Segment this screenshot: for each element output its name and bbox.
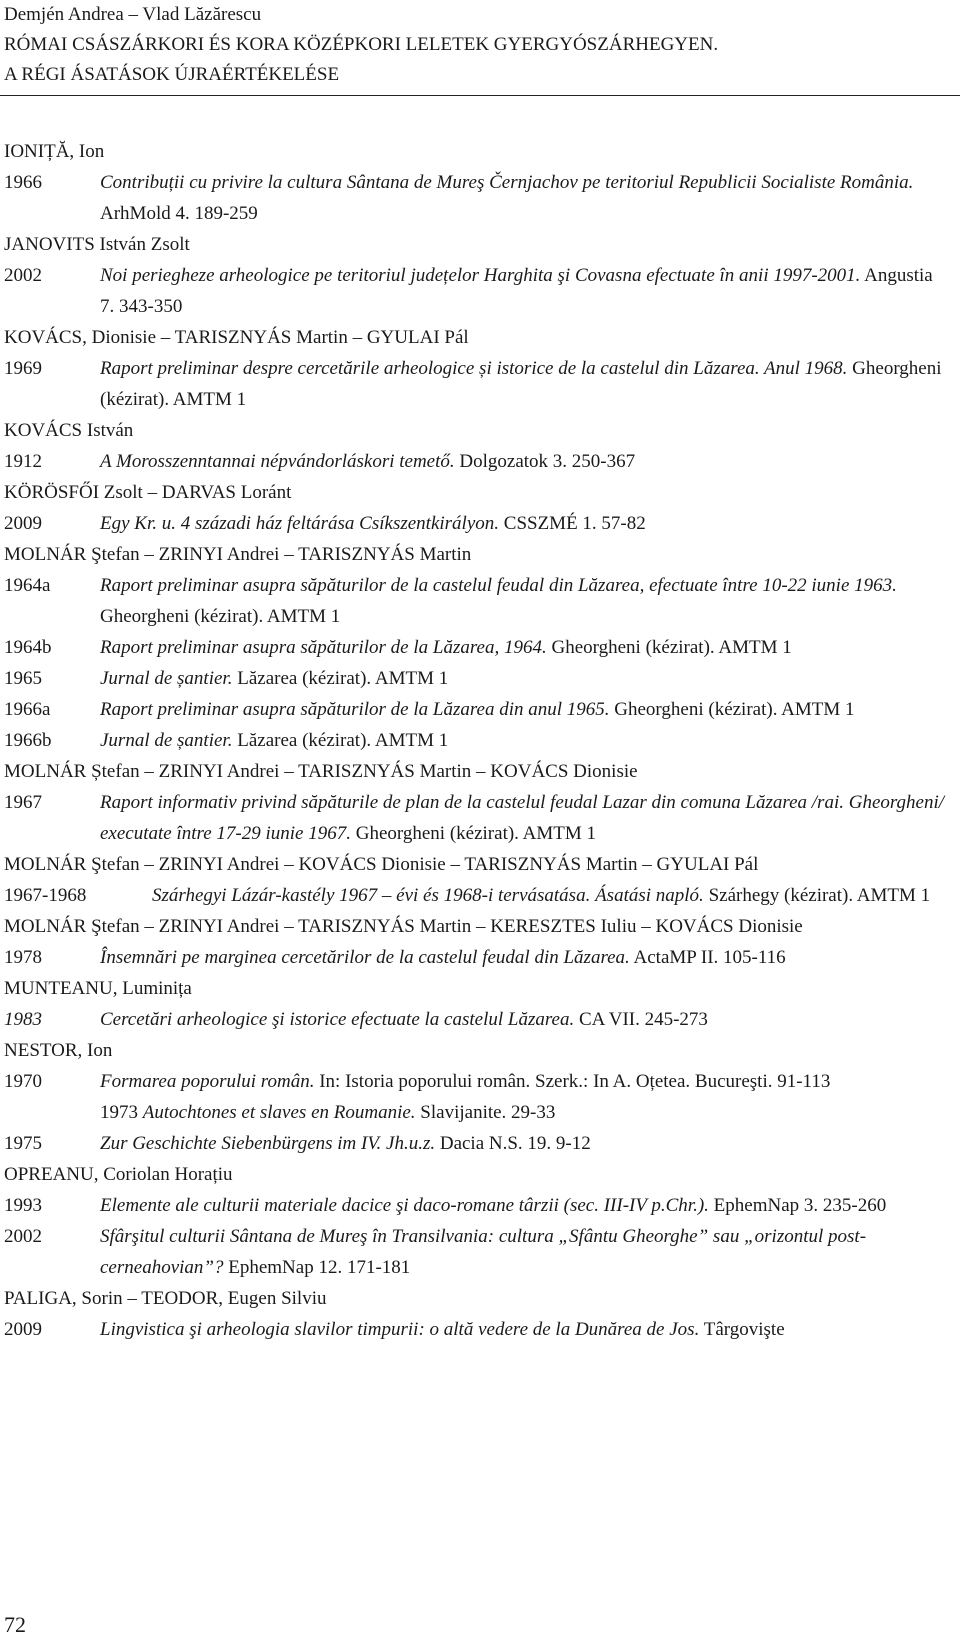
bib-year: 1975 — [4, 1133, 42, 1154]
bib-author: KÖRÖSFŐI Zsolt – DARVAS Loránt — [4, 482, 292, 503]
bib-entry — [4, 1004, 949, 1035]
bib-author: IONIȚĂ, Ion — [4, 141, 105, 162]
bib-author: MUNTEANU, Luminița — [4, 978, 192, 999]
bib-title: Raport preliminar asupra săpăturilor de la Lăzarea din anul 1965. — [100, 699, 610, 720]
bib-title: Însemnări pe marginea cercetărilor de la castelul feudal din Lăzarea. — [100, 947, 630, 968]
bib-entry — [4, 353, 949, 415]
bib-title: Autochtones et slaves en Roumanie. — [142, 1102, 416, 1123]
bib-title: Jurnal de șantier. — [100, 730, 233, 751]
bib-year: 1973 — [100, 1102, 138, 1123]
bib-entry — [4, 1128, 949, 1159]
bib-title: Lingvistica şi arheologia slavilor timpurii: o altă vedere de la Dunărea de Jos. — [100, 1319, 700, 1340]
bib-year: 2009 — [4, 513, 42, 534]
bib-title: A Morosszenntannai népvándorláskori temető. — [100, 451, 455, 472]
bib-year: 1966a — [4, 699, 51, 720]
bib-year: 1966 — [4, 172, 42, 193]
bib-entry — [4, 942, 949, 973]
bib-source: Gheorgheni (kézirat). AMTM 1 — [546, 637, 792, 658]
bib-title: Zur Geschichte Siebenbürgens im IV. Jh.u.z. — [100, 1133, 436, 1154]
bib-title: Jurnal de șantier. — [100, 668, 233, 689]
bib-year: 1965 — [4, 668, 42, 689]
bib-author: PALIGA, Sorin – TEODOR, Eugen Silviu — [4, 1288, 327, 1309]
bib-year: 1967 — [4, 792, 42, 813]
header-divider — [0, 95, 960, 96]
running-header — [4, 0, 954, 90]
bibliography-list — [4, 136, 949, 1345]
bib-title: Raport preliminar asupra săpăturilor de la Lăzarea, 1964. — [100, 637, 547, 658]
bib-entry — [4, 446, 949, 477]
bib-author: MOLNÁR Ştefan – ZRINYI Andrei – KOVÁCS Dionisie – TARISZNYÁS Martin – GYULAI Pál — [4, 854, 759, 875]
bib-entry — [4, 787, 949, 849]
bib-author: KOVÁCS István — [4, 420, 134, 441]
bib-entry — [4, 694, 949, 725]
bib-year: 1969 — [4, 358, 42, 379]
bib-year: 1912 — [4, 451, 42, 472]
bib-title: Formarea poporului român. — [100, 1071, 315, 1092]
bib-year: 1967-1968 — [4, 885, 87, 906]
bib-entry — [4, 663, 949, 694]
bib-entry — [4, 167, 949, 229]
bib-source: CSSZMÉ 1. 57-82 — [499, 513, 646, 534]
bib-title: Elemente ale culturii materiale dacice şi daco-romane târzii (sec. III-IV p.Chr.). — [100, 1195, 709, 1216]
bib-source: Gheorgheni (kézirat). AMTM 1 — [100, 606, 341, 627]
bib-author: JANOVITS István Zsolt — [4, 234, 190, 255]
bib-source: EphemNap 12. 171-181 — [223, 1257, 411, 1278]
bib-entry — [4, 1066, 949, 1097]
bib-source: In: Istoria poporului român. Szerk.: In A. Oțetea. Bucureşti. 91-113 — [314, 1071, 831, 1092]
bib-entry — [4, 725, 949, 756]
bib-source: Lăzarea (kézirat). AMTM 1 — [232, 668, 449, 689]
bib-author: MOLNÁR Ştefan – ZRINYI Andrei – TARISZNYÁS Martin — [4, 544, 472, 565]
bib-year: 1993 — [4, 1195, 42, 1216]
bib-year: 1983 — [4, 1009, 42, 1030]
bib-year: 2002 — [4, 1226, 42, 1247]
bib-source: Gheorgheni (kézirat). AMTM 1 — [609, 699, 855, 720]
page-number: 72 — [4, 1612, 26, 1637]
bib-source: Dolgozatok 3. 250-367 — [454, 451, 636, 472]
bib-source: Szárhegy (kézirat). AMTM 1 — [703, 885, 931, 906]
bib-entry — [4, 1190, 949, 1221]
bib-author: NESTOR, Ion — [4, 1040, 113, 1061]
bib-entry — [4, 880, 949, 911]
header-title-line-2: A RÉGI ÁSATÁSOK ÚJRAÉRTÉKELÉSE — [4, 64, 340, 85]
bib-title: Sfârşitul culturii Sântana de Mureş în Transilvania: cultura „Sfântu Gheorghe” sau „orizontul post-cerneahovian”? — [100, 1226, 867, 1278]
bib-year: 1964b — [4, 637, 52, 658]
bib-source: Târgovişte — [699, 1319, 785, 1340]
bib-source: Dacia N.S. 19. 9-12 — [435, 1133, 591, 1154]
bib-title: Contribuții cu privire la cultura Sântana de Mureş Černjachov pe teritoriul Republicii Socialiste România. — [100, 172, 914, 193]
bib-source: Angustia 7. 343-350 — [100, 265, 933, 317]
bib-author: MOLNÁR Ştefan – ZRINYI Andrei – TARISZNYÁS Martin – KERESZTES Iuliu – KOVÁCS Dionisie — [4, 916, 803, 937]
bib-source: EphemNap 3. 235-260 — [708, 1195, 887, 1216]
bib-entry — [4, 570, 949, 632]
bib-author: KOVÁCS, Dionisie – TARISZNYÁS Martin – GYULAI Pál — [4, 327, 469, 348]
bib-title: Raport preliminar asupra săpăturilor de la castelul feudal din Lăzarea, efectuate între 10-22 iunie 1963. — [100, 575, 897, 596]
bib-entry — [4, 508, 949, 539]
bib-source: ActaMP II. 105-116 — [629, 947, 786, 968]
bib-author: MOLNÁR Ștefan – ZRINYI Andrei – TARISZNYÁS Martin – KOVÁCS Dionisie — [4, 761, 638, 782]
bib-entry — [4, 1314, 949, 1345]
bib-entry — [4, 632, 949, 663]
bib-source: Gheorgheni (kézirat). AMTM 1 — [350, 823, 596, 844]
bib-title: Raport preliminar despre cercetările arheologice și istorice de la castelul din Lăzarea. Anul 1968. — [100, 358, 848, 379]
bib-source: Slavijanite. 29-33 — [415, 1102, 556, 1123]
bib-source: ArhMold 4. 189-259 — [100, 203, 258, 224]
bib-entry — [4, 1221, 949, 1283]
bib-author: OPREANU, Coriolan Horațiu — [4, 1164, 233, 1185]
bib-year: 1970 — [4, 1071, 42, 1092]
bib-year: 2002 — [4, 265, 42, 286]
bib-entry — [4, 260, 949, 322]
bib-title: Egy Kr. u. 4 századi ház feltárása Csíkszentkirályon. — [100, 513, 500, 534]
bib-year: 1978 — [4, 947, 42, 968]
bib-title: Raport informativ privind săpăturile de plan de la castelul feudal Lazar din comuna Lăzarea /rai. Gheorgheni/ executate între 17-29 iunie 1967. — [100, 792, 945, 844]
bib-title: Noi periegheze arheologice pe teritoriul județelor Harghita şi Covasna efectuate în anii 1997-2001. — [100, 265, 861, 286]
bib-entry — [4, 1097, 949, 1128]
bib-year: 1964a — [4, 575, 51, 596]
bib-source: Lăzarea (kézirat). AMTM 1 — [232, 730, 449, 751]
bib-source: Gheorgheni (kézirat). AMTM 1 — [100, 358, 942, 410]
bib-year: 2009 — [4, 1319, 42, 1340]
bib-source: CA VII. 245-273 — [574, 1009, 708, 1030]
bib-title: Cercetări arheologice şi istorice efectuate la castelul Lăzarea. — [100, 1009, 575, 1030]
bib-title: Szárhegyi Lázár-kastély 1967 – évi és 1968-i tervásatása. Ásatási napló. — [152, 885, 704, 906]
header-authors: Demjén Andrea – Vlad Lăzărescu — [4, 4, 262, 25]
bib-year: 1966b — [4, 730, 52, 751]
header-title-line-1: RÓMAI CSÁSZÁRKORI ÉS KORA KÖZÉPKORI LELETEK GYERGYÓSZÁRHEGYEN. — [4, 34, 719, 55]
